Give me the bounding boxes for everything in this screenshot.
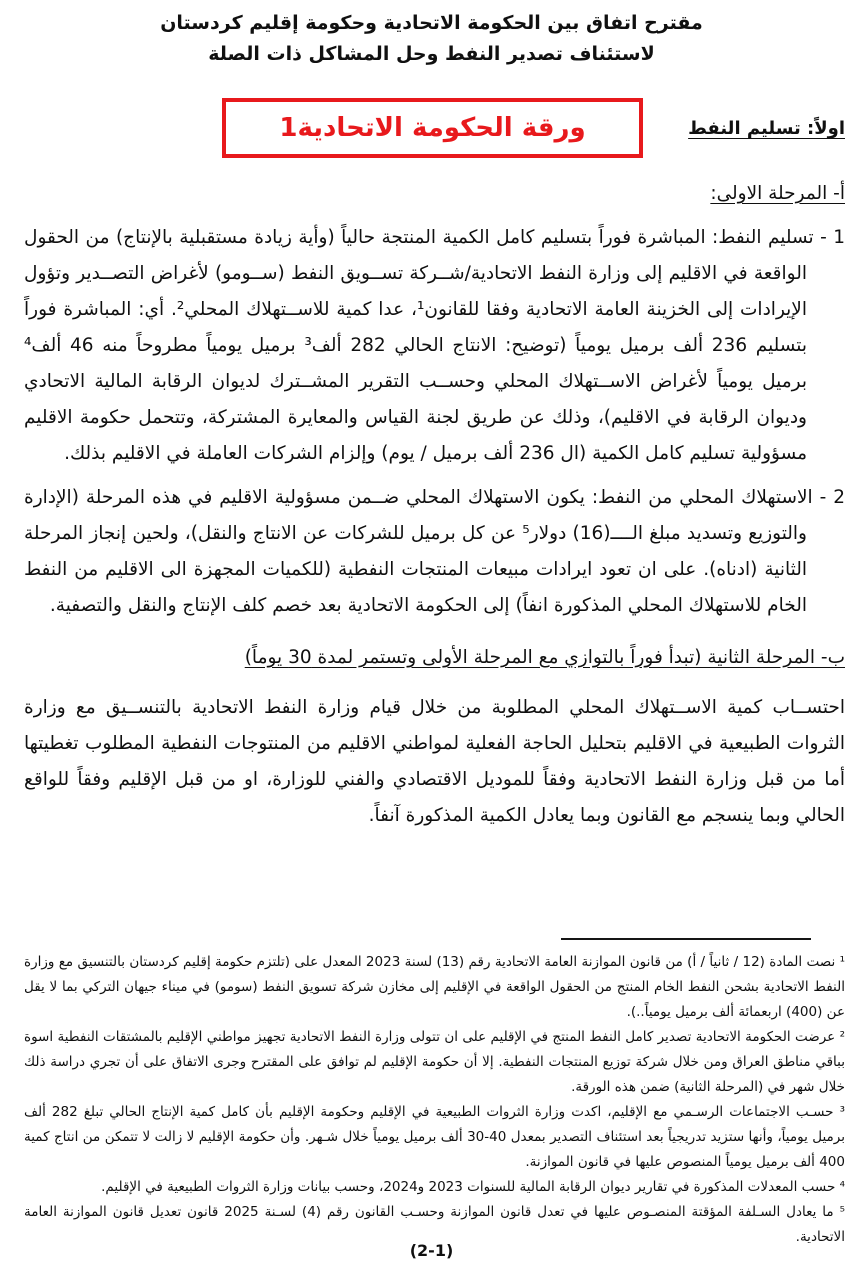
footnote-separator — [561, 938, 811, 940]
paragraph-stage-b: احتســاب كمية الاســتهلاك المحلي المطلوبة من خلال قيام وزارة النفط الاتحادية بالتنســيق مع وزارة الثروات الطبيعية في الاقليم بتحليل الحاجة الفعلية لمواطني الاقليم من المنتوجات النفطية المطلوب تغطيتها أما من قبل وزارة النفط الاتحادية وفقاً للموديل الاقتصادي والفني للوزارة، او من قبل الإقليم وفقاً للواقع الحالي وبما ينسجم مع القانون وبما يعادل الكمية المذكورة آنفاً. — [24, 697, 845, 826]
stamp-label: ورقة الحكومة الاتحادية1 — [279, 113, 586, 143]
stage-b-heading: ب- المرحلة الثانية (تبدأ فوراً بالتوازي مع المرحلة الأولى وتستمر لمدة 30 يوماً) — [244, 647, 845, 668]
section-heading-oil-delivery: اولاً: تسليم النفط — [688, 118, 845, 139]
stamp-box — [222, 98, 643, 158]
footnote-2: ² عرضت الحكومة الاتحادية تصدير كامل النفط المنتج في الإقليم على ان تتولى وزارة النفط الاتحادية تجهيز مواطني الإقليم بالمشتقات النفطية اسوة بباقي مناطق العراق ومن خلال شركة توزيع المنتجات النفطية. إلا أن حكومة الإقليم لم توافق على المقترح وجرى الاتفاق على أن تجري دراسة ذلك خلال شهر في (المرحلة الثانية) ضمن هذه الورقة. — [24, 1029, 845, 1095]
document-title-line2: لاستئناف تصدير النفط وحل المشاكل ذات الصلة — [208, 43, 655, 65]
footnote-1: ¹ نصت المادة (12 / ثانياً / أ) من قانون الموازنة العامة الاتحادية رقم (13) لسنة 2023 المعدل على (تلتزم حكومة إقليم كردستان بالتنسيق مع وزارة النفط الاتحادية بشحن النفط الخام المنتج من الحقول الواقعة في الإقليم إلى مخازن شركة تسويق النفط (سومو) في ميناء جيهان التركي بما لا يقل عن (400) اربعمائة ألف برميل يومياً..). — [24, 954, 845, 1020]
stamp-row — [0, 96, 863, 171]
page-number: (2-1) — [409, 1241, 454, 1260]
paragraph-oil-delivery: 1 - تسليم النفط: المباشرة فوراً بتسليم كامل الكمية المنتجة حالياً (وأية زيادة مستقبلية بالإنتاج) من الحقول الواقعة في الاقليم إلى وزارة النفط الاتحادية/شــركة تســويق النفط (ســومو) لأغراض التصــدير وتؤول الإيرادات إلى الخزينة العامة الاتحادية وفقا للقانون¹، عدا كمية للاســتهلاك المحلي². أي: المباشرة فوراً بتسليم 236 ألف برميل يومياً (توضيح: الانتاج الحالي 282 ألف³ برميل يومياً مطروحاً منه 46 ألف⁴ برميل يومياً لأغراض الاســتهلاك المحلي وحســب التقرير المشــترك لديوان الرقابة المالية الاتحادي وديوان الرقابة في الاقليم)، وذلك عن طريق لجنة القياس والمعايرة المشتركة، وتتحمل حكومة الاقليم مسؤولية تسليم كامل الكمية (ال 236 ألف برميل / يوم) وإلزام الشركات العاملة في الاقليم بذلك. — [24, 227, 845, 464]
document-title — [0, 8, 863, 70]
footnote-4: ⁴ حسب المعدلات المذكورة في تقارير ديوان الرقابة المالية للسنوات 2023 و2024، وحسب بيانات وزارة الثروات الطبيعية في الإقليم. — [101, 1179, 845, 1195]
footnotes-section — [24, 938, 845, 1250]
paragraph-local-consumption: 2 - الاستهلاك المحلي من النفط: يكون الاستهلاك المحلي ضــمن مسؤولية الاقليم في هذه المرحلة (الإدارة والتوزيع وتسديد مبلغ الــــ(16) دولار⁵ عن كل برميل للشركات عن الانتاج والنقل)، ولحين إنجاز المرحلة الثانية (ادناه). على ان تعود ايرادات مبيعات المنتجات النفطية (للكميات المجهزة الى الاقليم من النفط الخام للاستهلاك المحلي المذكورة انفاً) إلى الحكومة الاتحادية بعد خصم كلف الإنتاج والنقل والتصفية. — [24, 487, 845, 616]
document-body — [24, 176, 845, 842]
footnote-3: ³ حسـب الاجتماعات الرسـمي مع الإقليم، اكدت وزارة الثروات الطبيعية في الإقليم وحكومة الإقليم بأن كامل كمية الإنتاج الحالي تبلغ 282 ألف برميل يومياً، وأنها ستزيد تدريجياً بعد استئناف التصدير بمعدل 40-30 ألف برميل يومياً خلال شـهر. وأن حكومة الإقليم لا زالت لا تتمكن من انتاج كمية 400 ألف برميل يومياً المنصوص عليها في قانون الموازنة. — [24, 1104, 845, 1170]
stage-a-heading: أ- المرحلة الاولى: — [710, 183, 845, 204]
document-title-line1: مقترح اتفاق بين الحكومة الاتحادية وحكومة إقليم كردستان — [160, 12, 703, 34]
footnote-5: ⁵ ما يعادل السـلفة المؤقتة المنصـوص عليها في تعدل قانون الموازنة وحسـب القانون رقم (4) لسـنة 2025 قانون تعديل قانون الموازنة العامة الاتحادية. — [24, 1204, 845, 1245]
